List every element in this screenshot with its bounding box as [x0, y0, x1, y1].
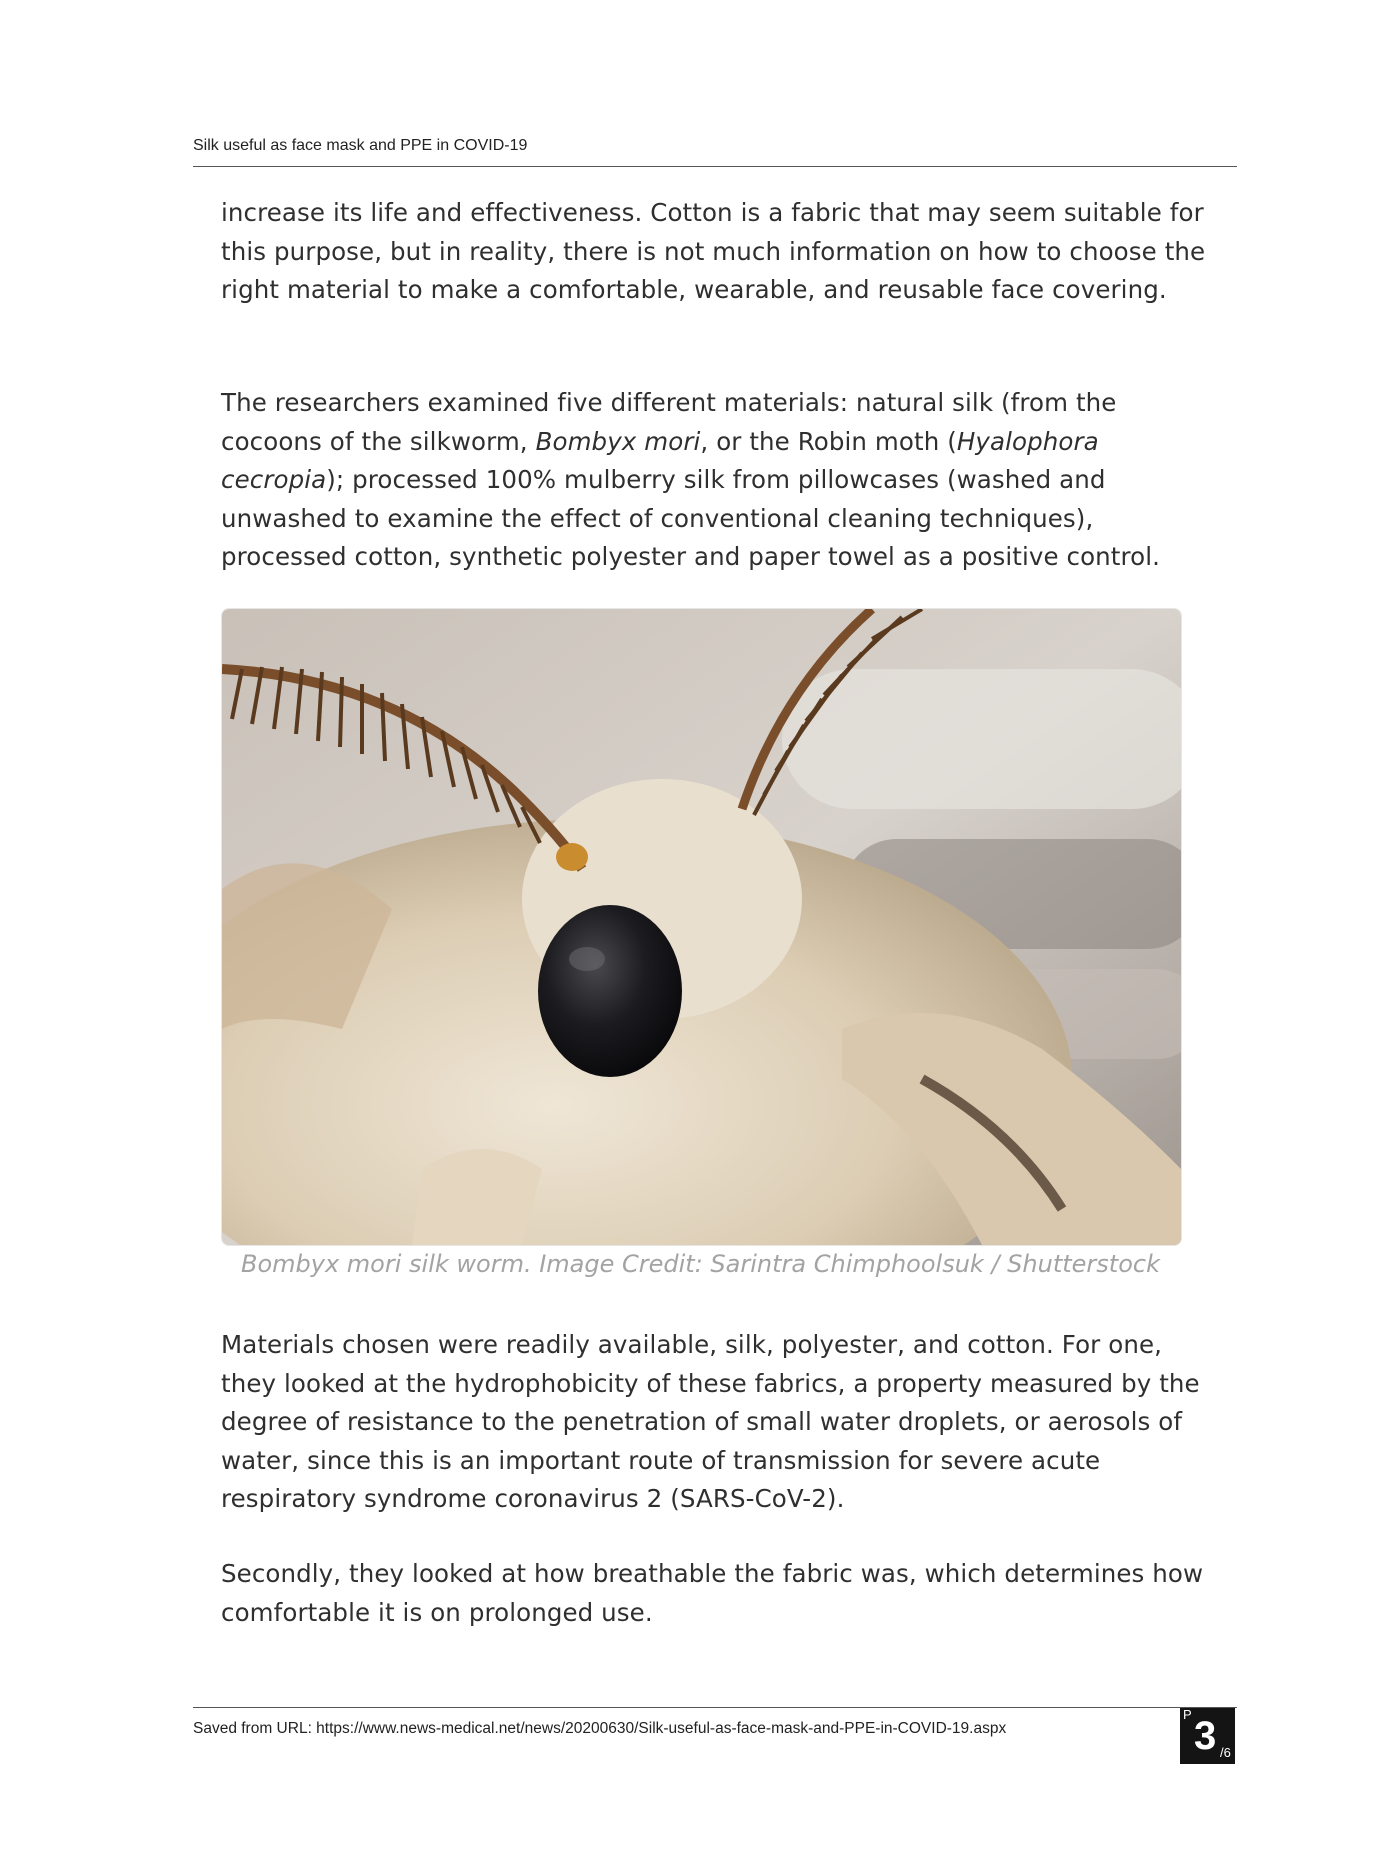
footer-divider [193, 1707, 1237, 1708]
source-url: Saved from URL: https://www.news-medical.net/news/20200630/Silk-useful-as-face-mask-and-PPE-in-COVID-19.aspx [193, 1720, 1007, 1737]
page-number: 3 [1194, 1714, 1217, 1758]
page-number-badge [1180, 1708, 1235, 1764]
species-name-hyalophora: Hyalophora cecropia [221, 426, 1099, 494]
paragraph-2-text-c: , or the Robin moth ( [700, 426, 957, 456]
page-total: /6 [1220, 1745, 1231, 1760]
silkworm-moth-photo [221, 608, 1182, 1246]
paragraph-2 [221, 384, 1211, 577]
paragraph-3: Materials chosen were readily available, silk, polyester, and cotton. For one, they looked at the hydrophobicity of these fabrics, a property measured by the degree of resistance to the penetration of small water droplets, or aerosols of water, since this is an important route of transmission for severe acute respiratory syndrome coronavirus 2 (SARS-CoV-2). [221, 1330, 1200, 1513]
running-header-title: Silk useful as face mask and PPE in COVID-19 [193, 137, 528, 154]
paragraph-2-text-a: The researchers examined five different materials: natural silk (from the cocoons of the silkworm, [221, 388, 1117, 456]
image-caption: Bombyx mori silk worm. Image Credit: Sarintra Chimphoolsuk / Shutterstock [241, 1250, 1160, 1278]
paragraph-4: Secondly, they looked at how breathable the fabric was, which determines how comfortable it is on prolonged use. [221, 1559, 1204, 1627]
paragraph-2-text-e: ); processed 100% mulberry silk from pillowcases (washed and unwashed to examine the effect of conventional cleaning techniques), processed cotton, synthetic polyester and paper towel as a positive control. [221, 465, 1161, 571]
species-name-bombyx: Bombyx mori [535, 426, 701, 456]
page-letter: P [1183, 1707, 1192, 1722]
paragraph-1: increase its life and effectiveness. Cotton is a fabric that may seem suitable for this purpose, but in reality, there is not much information on how to choose the right material to make a comfortable, wearable, and reusable face covering. [221, 198, 1206, 304]
header-divider [193, 166, 1237, 167]
